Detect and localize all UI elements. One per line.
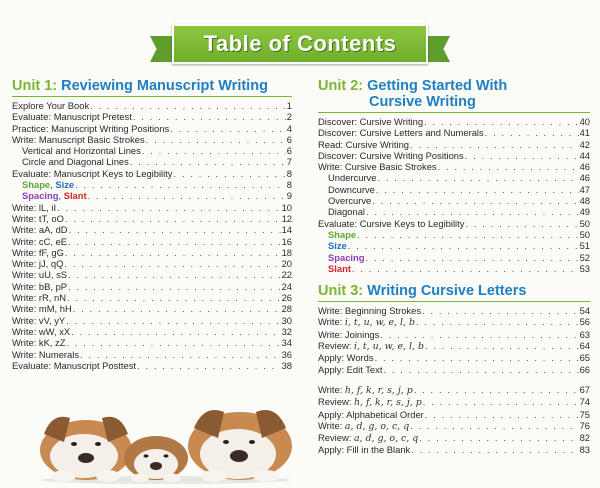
cursive-letters: h, f, k, r, s, j, p	[353, 397, 422, 409]
unit-2-name-line1: Getting Started With	[367, 78, 508, 94]
page-title: Table of Contents	[203, 31, 397, 56]
unit-1-number: Unit 1:	[12, 78, 58, 94]
key-spacing: Spacing	[22, 190, 59, 202]
unit-3-rule	[318, 301, 590, 302]
toc-entry[interactable]: Write: fF, gG . . . 18	[12, 247, 292, 258]
toc-entry[interactable]: Discover: Cursive Writing . . . 40	[318, 116, 590, 127]
cursive-letters: i, t, u, w, e, l, b	[344, 317, 415, 329]
cursive-letters: i, t, u, w, e, l, b	[353, 341, 424, 353]
toc-entry[interactable]: Evaluate: Manuscript Keys to Legibility . . . 8	[12, 168, 292, 179]
toc-entry[interactable]: Write: uU, sS . . . 22	[12, 269, 292, 280]
toc-entry[interactable]: Apply: Fill in the Blank . . . 83	[318, 444, 590, 455]
unit-2-list	[318, 116, 590, 274]
toc-entry[interactable]: Apply: Alphabetical Order . . . 75	[318, 409, 590, 420]
toc-entry[interactable]: Write: cC, eE . . . 16	[12, 236, 292, 247]
puppy-left	[40, 417, 132, 482]
key-shape: Shape	[22, 179, 51, 191]
toc-subentry[interactable]: Overcurve . . . 48	[318, 195, 590, 206]
toc-entry[interactable]: Write: tT, oO . . . 12	[12, 213, 292, 224]
toc-entry[interactable]: Write: wW, xX . . . 32	[12, 326, 292, 337]
toc-keys-spacing-slant[interactable]: Spacing, Slant . . . 9	[12, 190, 292, 201]
toc-entry[interactable]: Write: jJ, qQ . . . 20	[12, 258, 292, 269]
toc-entry[interactable]: Review: a, d, g, o, c, q . . . 82	[318, 432, 590, 444]
unit-2-heading	[318, 78, 590, 110]
toc-entry[interactable]: Write: kK, zZ . . . 34	[12, 337, 292, 348]
title-banner	[150, 24, 450, 70]
cursive-letters: h, f, k, r, s, j, p	[344, 384, 413, 396]
puppy-middle	[124, 436, 188, 483]
toc-entry[interactable]: Apply: Edit Text . . . 66	[318, 364, 590, 375]
unit-1-heading	[12, 78, 292, 94]
cursive-letters: a, d, g, o, c, q	[353, 433, 419, 445]
toc-entry[interactable]: Write: Numerals . . . 36	[12, 349, 292, 360]
toc-key-shape[interactable]: Shape . . . 50	[318, 229, 590, 240]
toc-subentry[interactable]: Downcurve . . . 47	[318, 184, 590, 195]
unit-1-name: Reviewing Manuscript Writing	[61, 78, 268, 94]
unit-2-number: Unit 2:	[318, 78, 364, 94]
toc-entry[interactable]: Evaluate: Manuscript Pretest . . . 2	[12, 111, 292, 122]
toc-entry[interactable]: Apply: Words . . . 65	[318, 352, 590, 363]
unit-1-list	[12, 100, 292, 371]
unit-3-list	[318, 305, 590, 456]
toc-entry[interactable]: Discover: Cursive Letters and Numerals . . . 41	[318, 127, 590, 138]
toc-keys-shape-size[interactable]: Shape, Size . . . 8	[12, 179, 292, 190]
toc-entry[interactable]: Write: Manuscript Basic Strokes . . . 6	[12, 134, 292, 145]
toc-entry[interactable]: Explore Your Book . . . 1	[12, 100, 292, 111]
toc-entry[interactable]: Evaluate: Manuscript Posttest . . . 38	[12, 360, 292, 371]
toc-key-slant[interactable]: Slant . . . 53	[318, 263, 590, 274]
unit-2-name-line2: Cursive Writing	[369, 94, 476, 110]
toc-entry[interactable]: Practice: Manuscript Writing Positions . . . 4	[12, 123, 292, 134]
toc-entry[interactable]: Write: aA, dD . . . 14	[12, 224, 292, 235]
toc-entry[interactable]: Write: Joinings . . . 63	[318, 329, 590, 340]
unit-2-rule	[318, 112, 590, 113]
unit-3-name: Writing Cursive Letters	[367, 283, 527, 300]
toc-entry[interactable]: Write: vV, yY . . . 30	[12, 315, 292, 326]
banner-ribbon	[172, 24, 428, 64]
unit-1-column	[12, 78, 292, 371]
toc-entry[interactable]: Write: lL, iI . . . 10	[12, 202, 292, 213]
toc-subentry[interactable]: Diagonal . . . 49	[318, 206, 590, 217]
toc-entry[interactable]: Write: bB, pP . . . 24	[12, 281, 292, 292]
toc-entry[interactable]: Write: i, t, u, w, e, l, b . . . 56	[318, 316, 590, 328]
toc-entry[interactable]: Evaluate: Cursive Keys to Legibility . . . 50	[318, 218, 590, 229]
toc-entry[interactable]: Write: mM, hH . . . 28	[12, 303, 292, 314]
toc-key-spacing[interactable]: Spacing . . . 52	[318, 252, 590, 263]
unit-3-number: Unit 3:	[318, 283, 364, 300]
cursive-letters: a, d, g, o, c, q	[344, 420, 410, 432]
unit-1-rule	[12, 96, 292, 97]
toc-subentry[interactable]: Circle and Diagonal Lines . . . 7	[12, 156, 292, 167]
toc-entry[interactable]: Read: Cursive Writing . . . 42	[318, 139, 590, 150]
toc-entry[interactable]: Write: Cursive Basic Strokes . . . 46	[318, 161, 590, 172]
toc-entry[interactable]: Write: h, f, k, r, s, j, p . . . 67	[318, 384, 590, 396]
toc-entry[interactable]: Write: Beginning Strokes . . . 54	[318, 305, 590, 316]
toc-key-size[interactable]: Size . . . 51	[318, 240, 590, 251]
toc-entry[interactable]: Review: h, f, k, r, s, j, p . . . 74	[318, 396, 590, 408]
toc-entry[interactable]: Discover: Cursive Writing Positions . . . 44	[318, 150, 590, 161]
toc-entry[interactable]: Write: a, d, g, o, c, q . . . 76	[318, 420, 590, 432]
unit-2-3-column	[318, 78, 590, 456]
bulldog-puppies-illustration	[34, 384, 296, 484]
toc-entry[interactable]: Review: i, t, u, w, e, l, b . . . 64	[318, 340, 590, 352]
toc-entry[interactable]: Write: rR, nN . . . 26	[12, 292, 292, 303]
unit-3-heading	[318, 283, 590, 299]
puppy-right	[188, 410, 292, 482]
key-size: Size	[55, 179, 75, 191]
toc-subentry[interactable]: Undercurve . . . 46	[318, 172, 590, 183]
toc-subentry[interactable]: Vertical and Horizontal Lines . . . 6	[12, 145, 292, 156]
key-slant: Slant	[63, 190, 87, 202]
